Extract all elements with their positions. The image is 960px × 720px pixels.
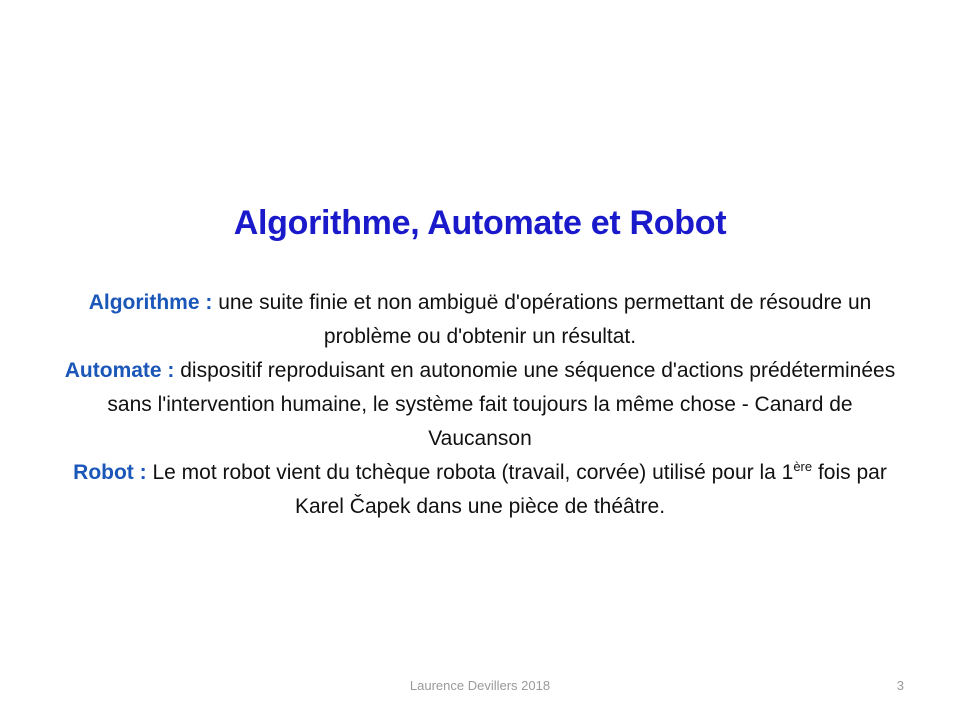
definition-algorithme (60, 286, 900, 354)
definition-text-robot-before: Le mot robot vient du tchèque robota (travail, corvée) utilisé pour la 1 (146, 461, 794, 484)
slide-footer: Laurence Devillers 2018 (409, 678, 551, 693)
term-robot: Robot : (73, 461, 147, 484)
definition-robot (60, 456, 900, 524)
ordinal-superscript: ère (793, 459, 813, 474)
definition-text-algorithme: une suite finie et non ambiguë d'opérations permettant de résoudre un problème ou d'obtenir un résultat. (212, 291, 872, 348)
term-algorithme: Algorithme : (88, 291, 213, 314)
definition-text-automate: dispositif reproduisant en autonomie une séquence d'actions prédéterminées sans l'intervention humaine, le système fait toujours la même chose - Canard de Vaucanson (107, 359, 896, 450)
definition-automate (60, 354, 900, 456)
definition-text-robot-after: fois par Karel Čapek dans une pièce de théâtre. (294, 461, 887, 518)
page-number: 3 (896, 678, 904, 693)
definitions-block (60, 286, 900, 524)
slide-title: Algorithme, Automate et Robot (233, 204, 727, 242)
term-automate: Automate : (64, 359, 175, 382)
